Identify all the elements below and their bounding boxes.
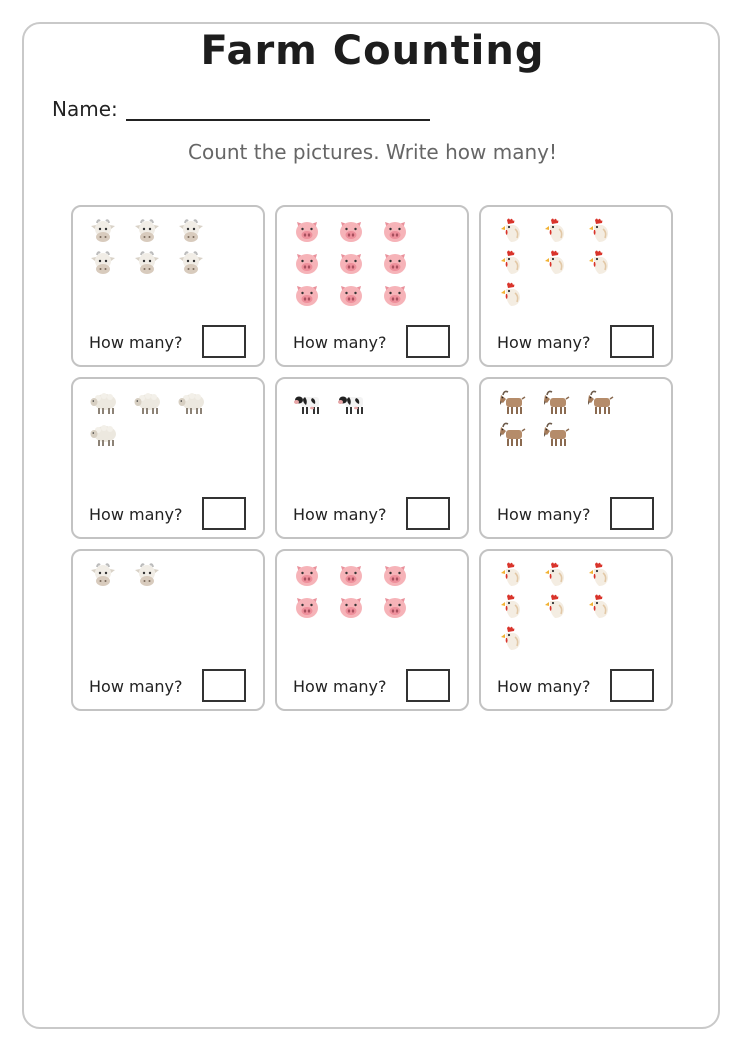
pig-face-icon bbox=[337, 559, 381, 591]
rooster-icon bbox=[497, 559, 541, 591]
cow-face-icon bbox=[177, 247, 221, 279]
rooster-icon bbox=[497, 623, 541, 655]
cow-face-icon bbox=[89, 247, 133, 279]
pig-face-icon bbox=[381, 215, 425, 247]
pig-face-icon bbox=[337, 247, 381, 279]
pig-face-icon bbox=[293, 215, 337, 247]
answer-box[interactable] bbox=[202, 325, 246, 358]
name-field[interactable] bbox=[126, 97, 430, 121]
how-many-label: How many? bbox=[497, 333, 591, 352]
sheep-icon bbox=[177, 387, 221, 419]
animal-icons bbox=[293, 387, 433, 419]
rooster-icon bbox=[497, 215, 541, 247]
cow-icon bbox=[293, 387, 337, 419]
rooster-icon bbox=[585, 591, 629, 623]
cow-face-icon bbox=[133, 559, 177, 591]
pig-face-icon bbox=[337, 279, 381, 311]
animal-icons bbox=[497, 559, 637, 655]
counting-card bbox=[275, 377, 469, 539]
pig-face-icon bbox=[337, 215, 381, 247]
rooster-icon bbox=[585, 215, 629, 247]
sheep-icon bbox=[89, 419, 133, 451]
answer-box[interactable] bbox=[610, 497, 654, 530]
pig-face-icon bbox=[293, 247, 337, 279]
answer-box[interactable] bbox=[202, 497, 246, 530]
cow-face-icon bbox=[177, 215, 221, 247]
answer-box[interactable] bbox=[406, 325, 450, 358]
pig-face-icon bbox=[381, 559, 425, 591]
counting-card bbox=[71, 205, 265, 367]
animal-icons bbox=[497, 215, 637, 311]
rooster-icon bbox=[497, 591, 541, 623]
page-title: Farm Counting bbox=[200, 28, 545, 74]
name-row bbox=[52, 97, 430, 121]
goat-icon bbox=[541, 419, 585, 451]
cow-icon bbox=[337, 387, 381, 419]
goat-icon bbox=[585, 387, 629, 419]
pig-face-icon bbox=[381, 279, 425, 311]
cow-face-icon bbox=[133, 215, 177, 247]
how-many-label: How many? bbox=[293, 677, 387, 696]
answer-box[interactable] bbox=[610, 325, 654, 358]
counting-grid bbox=[71, 205, 673, 711]
animal-icons bbox=[89, 387, 229, 451]
how-many-label: How many? bbox=[89, 333, 183, 352]
name-label: Name: bbox=[52, 97, 118, 121]
cow-face-icon bbox=[89, 559, 133, 591]
how-many-label: How many? bbox=[293, 505, 387, 524]
pig-face-icon bbox=[381, 591, 425, 623]
pig-face-icon bbox=[293, 591, 337, 623]
rooster-icon bbox=[541, 215, 585, 247]
goat-icon bbox=[497, 387, 541, 419]
counting-card bbox=[479, 549, 673, 711]
sheep-icon bbox=[89, 387, 133, 419]
sheep-icon bbox=[133, 387, 177, 419]
how-many-label: How many? bbox=[89, 677, 183, 696]
counting-card bbox=[275, 549, 469, 711]
counting-card bbox=[71, 549, 265, 711]
goat-icon bbox=[497, 419, 541, 451]
counting-card bbox=[71, 377, 265, 539]
rooster-icon bbox=[541, 247, 585, 279]
rooster-icon bbox=[497, 279, 541, 311]
animal-icons bbox=[293, 559, 433, 623]
cow-face-icon bbox=[133, 247, 177, 279]
pig-face-icon bbox=[293, 279, 337, 311]
how-many-label: How many? bbox=[497, 505, 591, 524]
instructions: Count the pictures. Write how many! bbox=[188, 140, 557, 164]
counting-card bbox=[479, 377, 673, 539]
animal-icons bbox=[293, 215, 433, 311]
answer-box[interactable] bbox=[610, 669, 654, 702]
pig-face-icon bbox=[381, 247, 425, 279]
pig-face-icon bbox=[293, 559, 337, 591]
how-many-label: How many? bbox=[293, 333, 387, 352]
animal-icons bbox=[89, 215, 229, 279]
how-many-label: How many? bbox=[497, 677, 591, 696]
animal-icons bbox=[497, 387, 637, 451]
rooster-icon bbox=[541, 559, 585, 591]
answer-box[interactable] bbox=[202, 669, 246, 702]
rooster-icon bbox=[497, 247, 541, 279]
counting-card bbox=[275, 205, 469, 367]
answer-box[interactable] bbox=[406, 669, 450, 702]
counting-card bbox=[479, 205, 673, 367]
cow-face-icon bbox=[89, 215, 133, 247]
goat-icon bbox=[541, 387, 585, 419]
rooster-icon bbox=[585, 559, 629, 591]
answer-box[interactable] bbox=[406, 497, 450, 530]
rooster-icon bbox=[541, 591, 585, 623]
animal-icons bbox=[89, 559, 229, 591]
rooster-icon bbox=[585, 247, 629, 279]
how-many-label: How many? bbox=[89, 505, 183, 524]
pig-face-icon bbox=[337, 591, 381, 623]
